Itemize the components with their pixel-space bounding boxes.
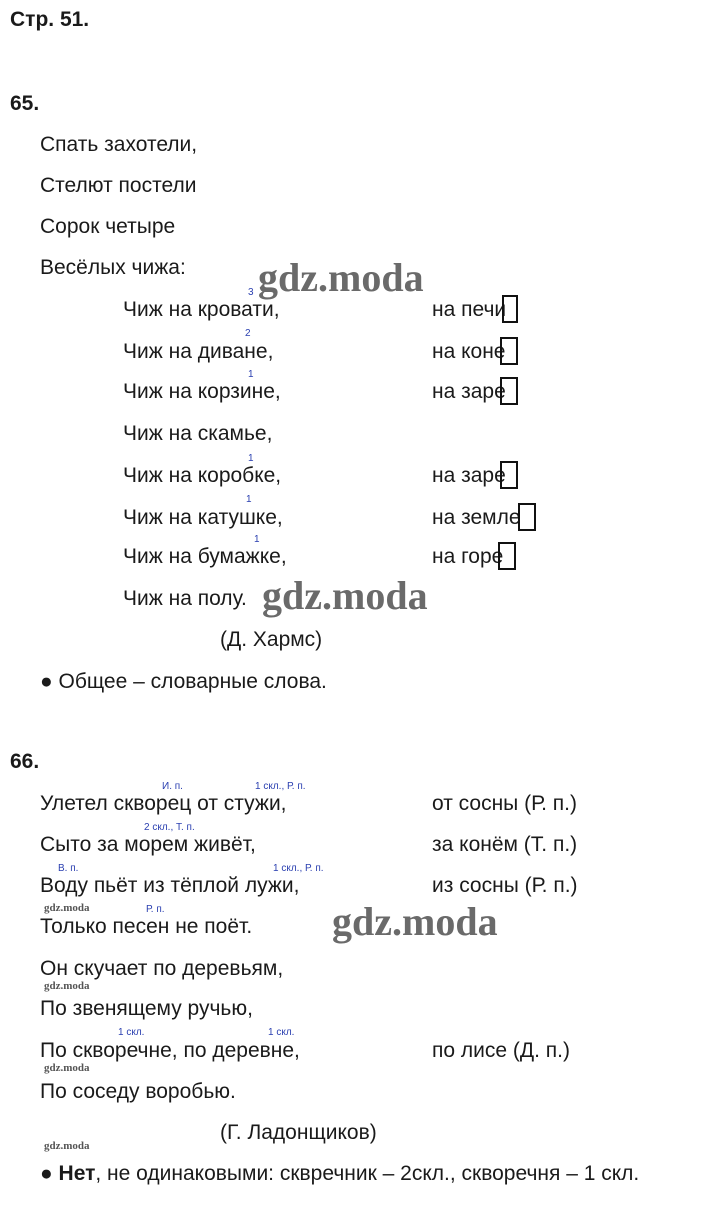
ex66-grammar-note: Р. п. (146, 904, 165, 915)
ex65-row-right: на печи (432, 298, 507, 321)
watermark: gdz.moda (262, 573, 428, 618)
ex65-row-left: Чиж на катушке, (123, 506, 283, 529)
ex65-row-right: на заре (432, 380, 506, 403)
conclusion-text: , не одинаковыми: сквречник – 2скл., скворечня – 1 скл. (95, 1162, 640, 1185)
ex66-grammar-note: И. п. (162, 781, 183, 792)
ex65-intro-line: Спать захотели, (40, 133, 198, 156)
ex65-row-right: на заре (432, 464, 506, 487)
ex66-grammar-note: 1 скл., Р. п. (273, 863, 324, 874)
ex66-grammar-note: В. п. (58, 863, 79, 874)
ex65-row-right: на коне (432, 340, 506, 363)
ex66-line: Улетел скворец от стужи, (40, 792, 287, 815)
ex65-row-right: на земле (432, 506, 521, 529)
ex65-row-sup: 1 (248, 369, 254, 380)
watermark: gdz.moda (258, 255, 424, 300)
ex66-grammar-note: 1 скл., Р. п. (255, 781, 306, 792)
ex65-intro-line: Сорок четыре (40, 215, 176, 238)
ex66-line: По звенящему ручью, (40, 997, 253, 1020)
exercise-66-number: 66. (10, 750, 40, 773)
ex65-row-left: Чиж на коробке, (123, 464, 282, 487)
ex65-intro-line: Стелют постели (40, 174, 197, 197)
ex65-row-sup: 2 (245, 328, 251, 339)
page-title: Стр. 51. (10, 8, 90, 31)
watermark: gdz.moda (332, 899, 498, 944)
watermark-small: gdz.moda (44, 902, 90, 914)
exercise-65-number: 65. (10, 92, 40, 115)
ex65-row-right: на горе (432, 545, 504, 568)
watermark-small: gdz.moda (44, 1062, 90, 1074)
ex66-line: По скворечне, по деревне, (40, 1039, 300, 1062)
ex66-grammar-note: 2 скл., Т. п. (144, 822, 195, 833)
ending-box (502, 295, 518, 323)
ending-box (500, 377, 518, 405)
ex66-line: По соседу воробью. (40, 1080, 236, 1103)
ex65-author: (Д. Хармс) (220, 628, 323, 651)
ex65-conclusion: ● Общее – словарные слова. (40, 670, 327, 693)
watermark-small: gdz.moda (44, 980, 90, 992)
ex66-line-right: от сосны (Р. п.) (432, 792, 578, 815)
ex65-row-left: Чиж на корзине, (123, 380, 281, 403)
ex65-row-sup: 1 (246, 494, 252, 505)
ex66-line: Воду пьёт из тёплой лужи, (40, 874, 300, 897)
ex65-intro-line: Весёлых чижа: (40, 256, 186, 279)
ex66-grammar-note: 1 скл. (118, 1027, 145, 1038)
ex66-author: (Г. Ладонщиков) (220, 1121, 377, 1144)
conclusion-answer: Нет (58, 1162, 96, 1185)
ex66-conclusion: ● Нет, не одинаковыми: сквречник – 2скл., скворечня – 1 скл. (40, 1162, 640, 1185)
ex65-row-sup: 1 (248, 453, 254, 464)
ex66-line: Сыто за морем живёт, (40, 833, 256, 856)
ex66-grammar-note: 1 скл. (268, 1027, 295, 1038)
ex66-line: Он скучает по деревьям, (40, 957, 284, 980)
ex65-row-sup: 3 (248, 287, 254, 298)
ex65-row-left: Чиж на скамье, (123, 422, 273, 445)
ex65-row-left: Чиж на полу. (123, 587, 247, 610)
ending-box (498, 542, 516, 570)
watermark-small: gdz.moda (44, 1140, 90, 1152)
ending-box (518, 503, 536, 531)
ending-box (500, 337, 518, 365)
ex66-line-right: за конём (Т. п.) (432, 833, 578, 856)
ex66-line-right: по лисе (Д. п.) (432, 1039, 570, 1062)
ex65-row-left: Чиж на диване, (123, 340, 274, 363)
ex66-line-right: из сосны (Р. п.) (432, 874, 578, 897)
ending-box (500, 461, 518, 489)
ex65-row-sup: 1 (254, 534, 260, 545)
ex65-row-left: Чиж на бумажке, (123, 545, 287, 568)
ex65-row-left: Чиж на кровати, (123, 298, 280, 321)
ex66-line: Только песен не поёт. (40, 915, 253, 938)
